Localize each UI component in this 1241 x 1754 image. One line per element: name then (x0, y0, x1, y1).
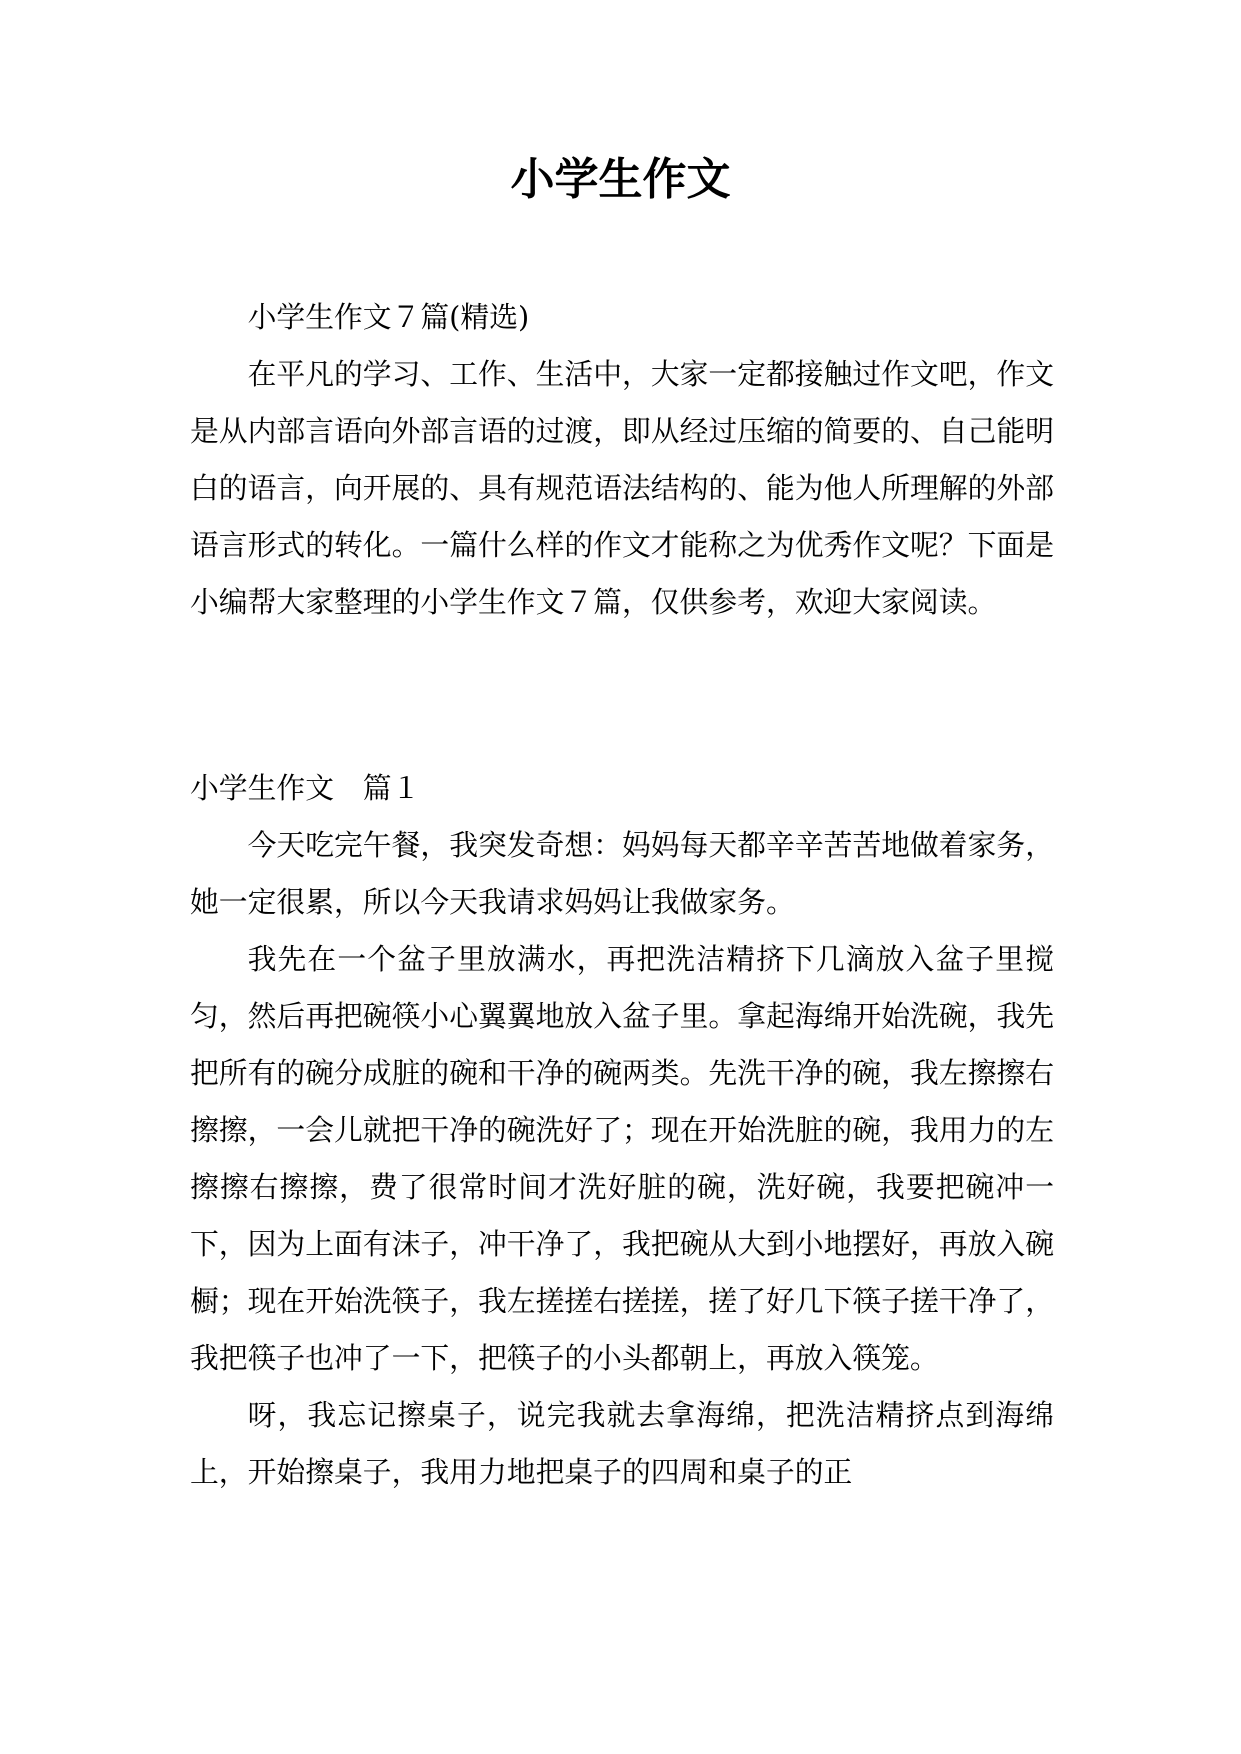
section-heading: 小学生作文 篇１ (190, 771, 421, 805)
essay-section (190, 760, 1054, 1501)
essay-paragraph: 呀，我忘记擦桌子，说完我就去拿海绵，把洗洁精挤点到海绵上，开始擦桌子，我用力地把桌子的四周和桌子的正 (190, 1398, 1054, 1489)
essay-paragraph: 我先在一个盆子里放满水，再把洗洁精挤下几滴放入盆子里搅匀，然后再把碗筷小心翼翼地放入盆子里。拿起海绵开始洗碗，我先把所有的碗分成脏的碗和干净的碗两类。先洗干净的碗，我左擦擦右擦擦，一会儿就把干净的碗洗好了；现在开始洗脏的碗，我用力的左擦擦右擦擦，费了很常时间才洗好脏的碗，洗好碗，我要把碗冲一下，因为上面有沫子，冲干净了，我把碗从大到小地摆好，再放入碗橱；现在开始洗筷子，我左搓搓右搓搓，搓了好几下筷子搓干净了，我把筷子也冲了一下，把筷子的小头都朝上，再放入筷笼。 (190, 942, 1054, 1375)
subtitle-block (190, 289, 1054, 346)
document-title: 小学生作文 (510, 154, 731, 205)
intro-paragraph: 在平凡的学习、工作、生活中，大家一定都接触过作文吧，作文是从内部言语向外部言语的过渡，即从经过压缩的简要的、自己能明白的语言，向开展的、具有规范语法结构的、能为他人所理解的外部语言形式的转化。一篇什么样的作文才能称之为优秀作文呢？下面是小编帮大家整理的小学生作文７篇，仅供参考，欢迎大家阅读。 (190, 357, 1054, 619)
document-subtitle: 小学生作文７篇(精选) (247, 300, 530, 334)
intro-block (190, 346, 1054, 631)
essay-paragraph: 今天吃完午餐，我突发奇想：妈妈每天都辛辛苦苦地做着家务，她一定很累，所以今天我请求妈妈让我做家务。 (190, 828, 1054, 919)
